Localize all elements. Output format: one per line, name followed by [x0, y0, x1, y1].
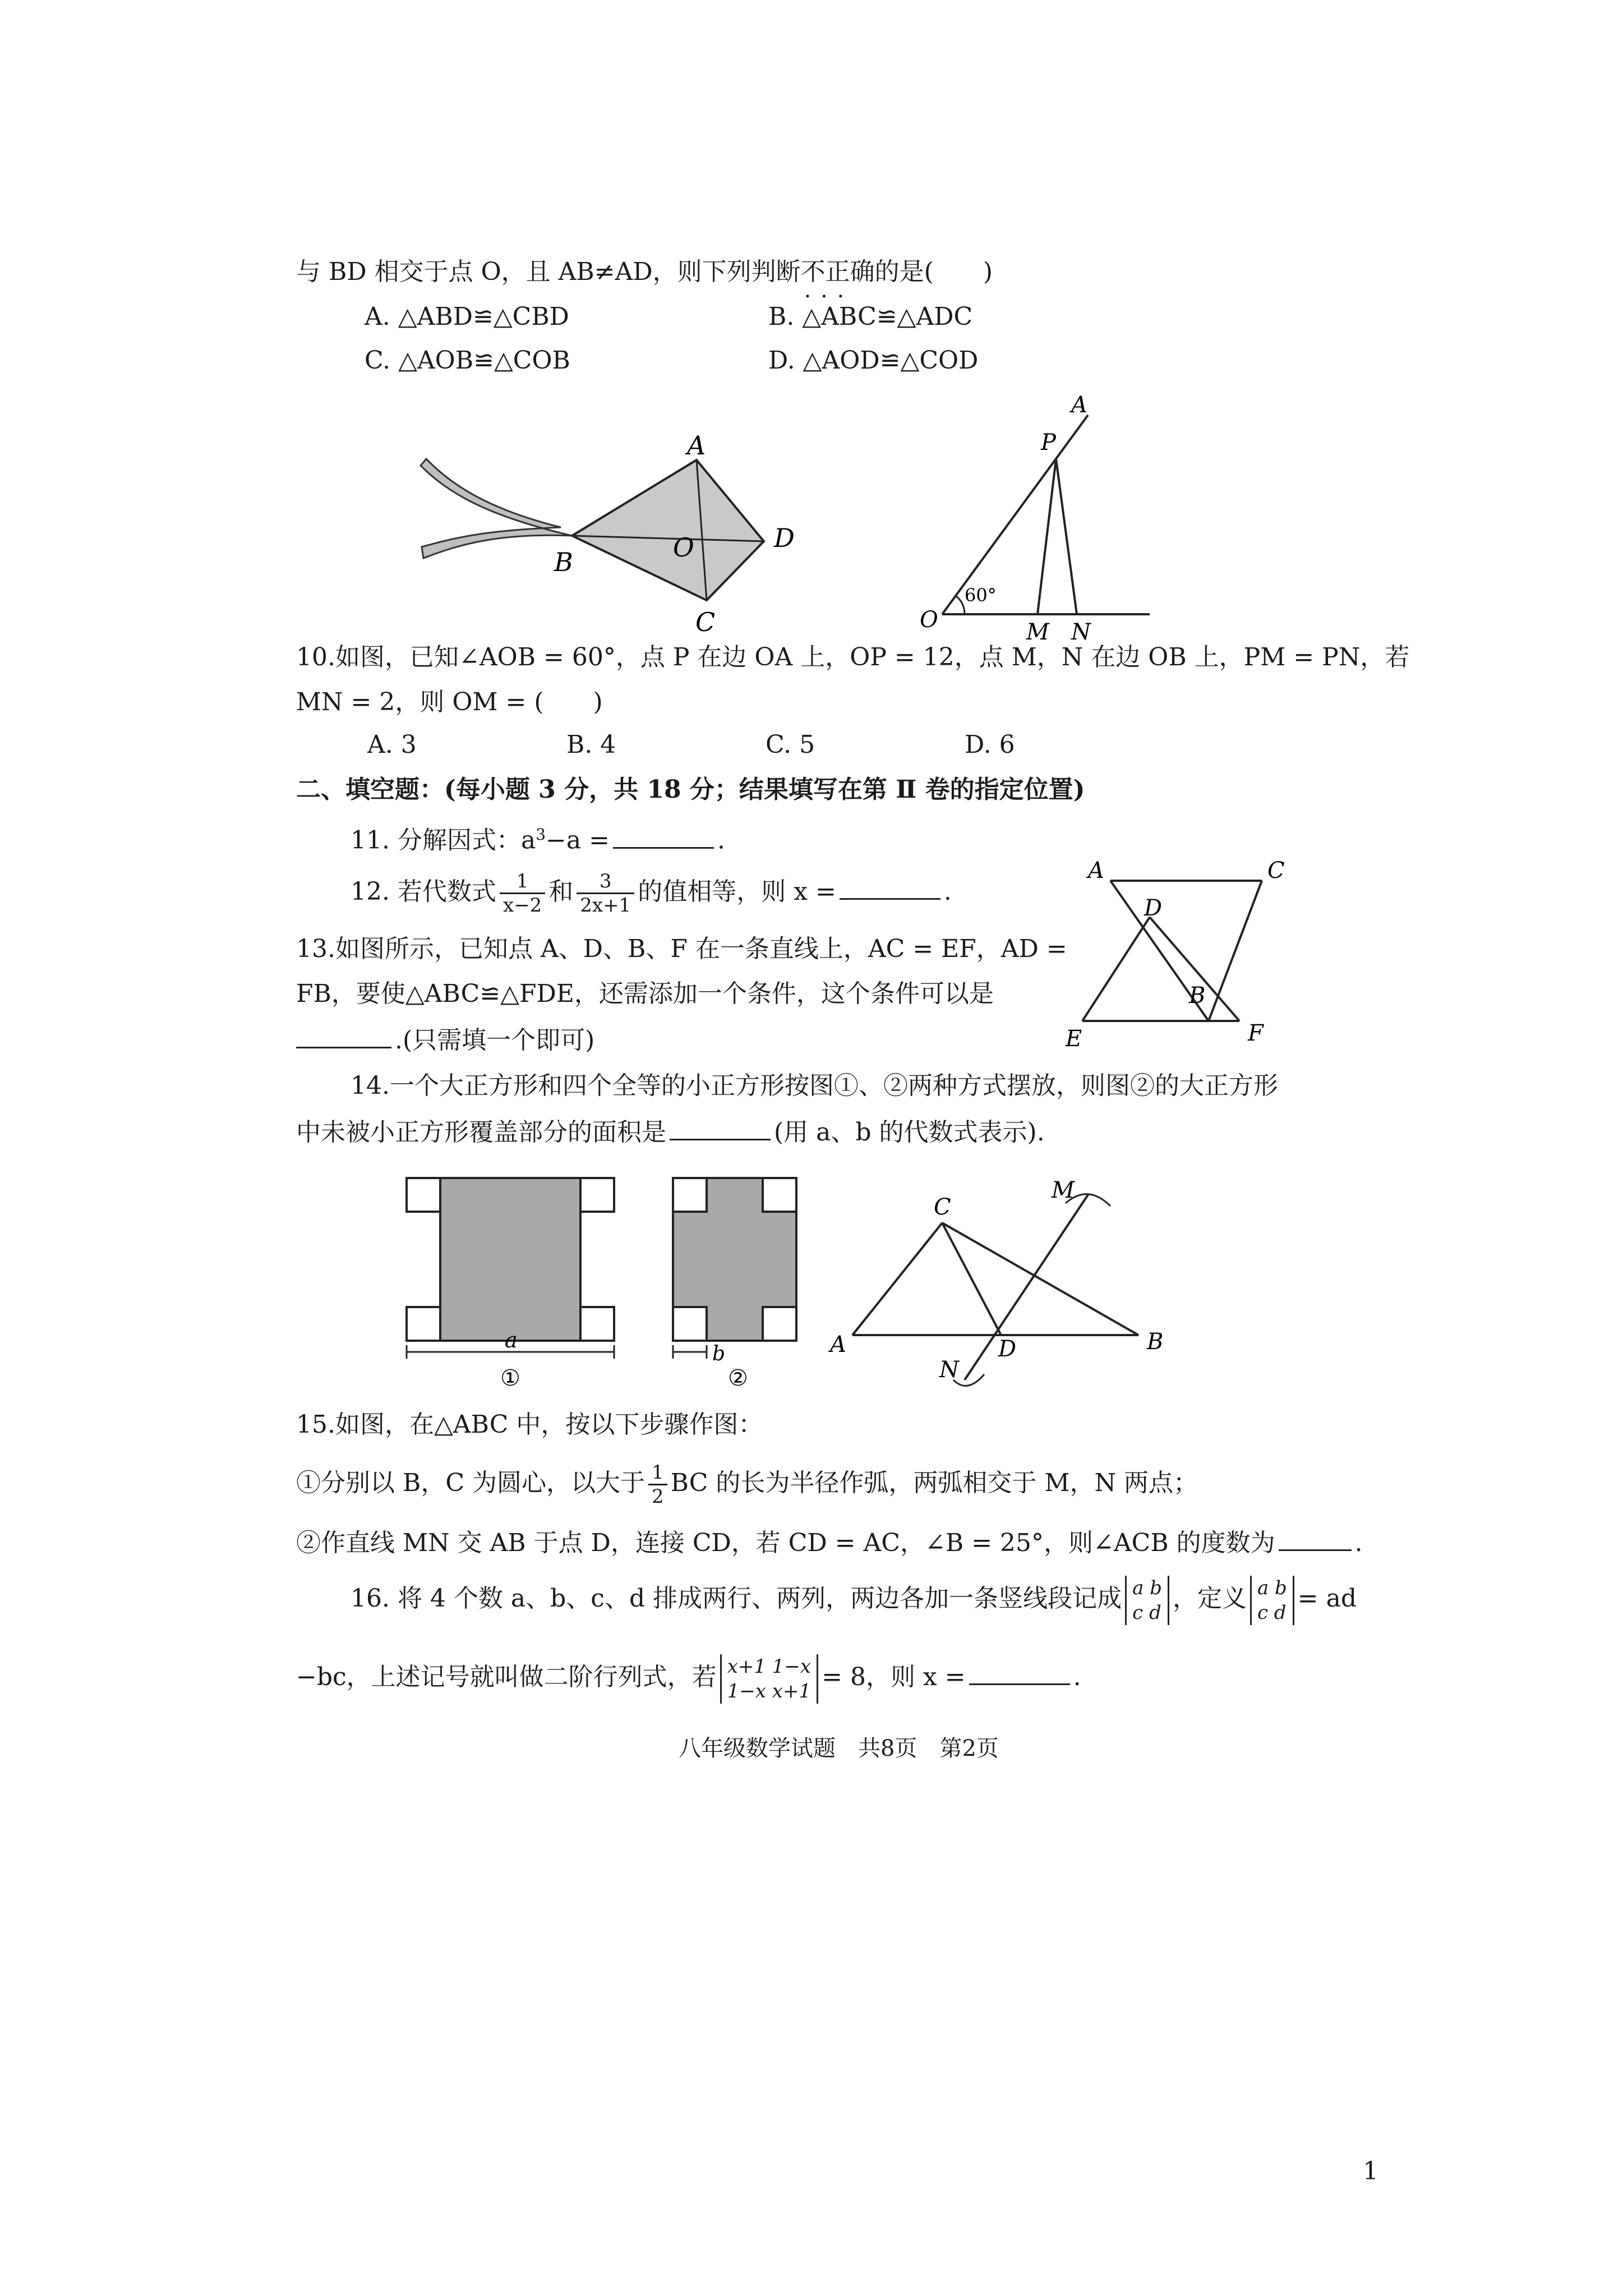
- kite-figure: [409, 432, 813, 645]
- q9-option-c: C. △AOB≌△COB: [365, 346, 570, 375]
- fig1-small-square-br: [580, 1307, 614, 1341]
- q10-line2: MN = 2，则 OM = ( ): [296, 688, 603, 716]
- q10-option-d: D. 6: [965, 730, 1015, 759]
- q12-fraction-1: [500, 870, 545, 917]
- q16-det1-row1: a b: [1132, 1576, 1162, 1599]
- q12-frac1-numerator: 1: [500, 870, 545, 894]
- q16-end: .: [1073, 1663, 1081, 1691]
- q13-figure: [1054, 858, 1312, 1049]
- page-footer: 八年级数学试题 共8页 第2页: [679, 1736, 999, 1761]
- q11-prefix: 11. 分解因式：a: [351, 826, 536, 855]
- q9-stem-end: 的是( ): [874, 257, 993, 286]
- angle-arc: [956, 596, 965, 614]
- kite-label-a: A: [687, 432, 706, 461]
- q15-step1-suffix: BC 的长为半径作弧，两弧相交于 M，N 两点；: [670, 1469, 1198, 1497]
- q10-option-b: B. 4: [566, 730, 616, 759]
- q12-frac1-denominator: x−2: [502, 894, 542, 917]
- angle-label-o: O: [920, 607, 938, 633]
- angle-label-m: M: [1026, 619, 1049, 645]
- fig1-caption: ①: [500, 1365, 520, 1391]
- section2-title: 二、填空题：(每小题 3 分，共 18 分；结果填写在第 Ⅱ 卷的指定位置): [296, 775, 1085, 804]
- q15-step2-text: ②作直线 MN 交 AB 于点 D，连接 CD，若 CD = AC，∠B = 25°，则∠ACB 的度数为: [296, 1529, 1275, 1557]
- fig2-small-square-tl: [673, 1178, 707, 1212]
- fig2-small-square-br: [763, 1307, 796, 1341]
- q15-answer-blank[interactable]: [1279, 1525, 1352, 1551]
- kite-label-o: O: [673, 532, 694, 563]
- q11-suffix: −a =: [546, 826, 610, 855]
- q14-line2: [296, 1114, 1045, 1149]
- q11-exponent: 3: [536, 825, 546, 844]
- q16-line2-suffix: = 8，则 x =: [822, 1663, 966, 1691]
- segment-pn: [1056, 459, 1077, 614]
- q16-determinant-1: [1125, 1576, 1169, 1625]
- fig1-small-square-tr: [580, 1178, 614, 1212]
- q13-line1: 13.如图所示，已知点 A、D、B、F 在一条直线上，AC = EF，AD =: [296, 935, 1067, 963]
- q16-det2-row1: a b: [1257, 1576, 1287, 1599]
- q11: [351, 818, 725, 858]
- q12-suffix: 的值相等，则 x =: [638, 877, 836, 906]
- q13-line3-text: .(只需填一个即可): [395, 1026, 595, 1055]
- q10-option-a: A. 3: [367, 730, 417, 759]
- q15-label-d: D: [998, 1336, 1017, 1362]
- q13-label-f: F: [1248, 1020, 1264, 1046]
- kite-label-c: C: [695, 607, 716, 637]
- q13-label-c: C: [1267, 858, 1285, 884]
- q14-answer-blank[interactable]: [670, 1114, 771, 1140]
- angle-figure: [909, 387, 1166, 645]
- q15-step1: [296, 1455, 1198, 1511]
- q10-line1: 10.如图，已知∠AOB = 60°，点 P 在边 OA 上，OP = 12，点 M，N 在边 OB 上，PM = PN，若: [296, 643, 1410, 671]
- q15-label-c: C: [934, 1194, 951, 1220]
- page-number: 1: [1363, 2157, 1378, 2185]
- angle-label-n: N: [1071, 619, 1091, 645]
- kite-tail: [421, 459, 572, 558]
- q15-frac-numerator: 1: [648, 1461, 667, 1485]
- angle-label-60: 60°: [965, 585, 997, 606]
- q15-step1-prefix: ①分别以 B，C 为圆心，以大于: [296, 1469, 645, 1497]
- fig2-small-square-bl: [673, 1307, 707, 1341]
- q16-mid: ，定义: [1172, 1584, 1247, 1613]
- q13-line3: [296, 1022, 594, 1057]
- q11-end: .: [717, 826, 725, 855]
- kite-label-b: B: [554, 547, 573, 577]
- fig2-small-square-tr: [763, 1178, 796, 1212]
- fig2-label-b: b: [712, 1342, 726, 1365]
- kite-body: [572, 460, 764, 600]
- q12-fraction-2: [577, 870, 634, 917]
- q16-line1: [351, 1565, 1357, 1632]
- q9-stem: [296, 255, 993, 289]
- fig2-caption: ②: [728, 1365, 748, 1391]
- q12-frac2-numerator: 3: [577, 870, 634, 894]
- q13-segment-ed: [1082, 917, 1150, 1021]
- fig1-small-square-bl: [407, 1307, 440, 1341]
- q16-det2-row2: c d: [1257, 1601, 1287, 1624]
- q16-det3-row2: 1−x x+1: [727, 1680, 811, 1703]
- q12-prefix: 12. 若代数式: [351, 877, 496, 906]
- q9-emphasis: 不正确 · · ·: [801, 257, 875, 286]
- q14-line1: 14.一个大正方形和四个全等的小正方形按图①、②两种方式摆放，则图②的大正方形: [351, 1071, 1278, 1100]
- q9-option-b: B. △ABC≌△ADC: [768, 302, 973, 331]
- segment-pm: [1038, 459, 1056, 614]
- q9-option-d: D. △AOD≌△COD: [768, 346, 979, 375]
- q16-det1-row2: c d: [1132, 1601, 1161, 1624]
- angle-label-p: P: [1041, 430, 1056, 455]
- q9-stem-text: 与 BD 相交于点 O，且 AB≠AD，则下列判断: [296, 257, 801, 286]
- q13-label-e: E: [1066, 1026, 1082, 1049]
- q12-end: .: [943, 877, 952, 906]
- q15-label-m: M: [1052, 1177, 1075, 1203]
- q15-label-b: B: [1147, 1329, 1164, 1355]
- q9-option-a: A. △ABD≌△CBD: [365, 302, 569, 331]
- q16-line2-prefix: −bc，上述记号就叫做二阶行列式，若: [296, 1663, 717, 1691]
- q13-label-d: D: [1144, 895, 1163, 921]
- q15-label-n: N: [939, 1357, 959, 1383]
- squares-figure: [393, 1167, 880, 1402]
- q12-mid: 和: [548, 877, 574, 906]
- q13-answer-blank[interactable]: [296, 1022, 391, 1048]
- q16-line1-prefix: 16. 将 4 个数 a、b、c、d 排成两行、两列，两边各加一条竖线段记成: [351, 1584, 1122, 1613]
- kite-label-d: D: [774, 523, 795, 553]
- q11-answer-blank[interactable]: [613, 822, 714, 849]
- q15-figure: [824, 1172, 1195, 1397]
- q13-label-b: B: [1189, 983, 1206, 1009]
- q14-line2-end: (用 a、b 的代数式表示).: [774, 1118, 1045, 1147]
- q16-det3-row1: x+1 1−x: [727, 1655, 811, 1678]
- q15-label-a: A: [830, 1332, 846, 1358]
- q10-option-c: C. 5: [766, 730, 815, 759]
- q16-determinant-3: [720, 1654, 818, 1704]
- q12: [351, 864, 952, 920]
- q15-line1: 15.如图，在△ABC 中，按以下步骤作图：: [296, 1410, 763, 1439]
- q14-line2-text: 中未被小正方形覆盖部分的面积是: [296, 1118, 666, 1147]
- fig1-large-square: [440, 1178, 580, 1341]
- q13-segment-cb: [1209, 881, 1262, 1021]
- ray-oa: [942, 415, 1088, 614]
- fig1-small-square-tl: [407, 1178, 440, 1212]
- q15-step2-end: .: [1354, 1529, 1363, 1557]
- q12-answer-blank[interactable]: [840, 873, 940, 900]
- q15-step2: [296, 1525, 1363, 1560]
- q15-fraction: [648, 1461, 667, 1508]
- q16-definition: = ad: [1297, 1584, 1357, 1613]
- q16-answer-blank[interactable]: [969, 1659, 1070, 1685]
- q15-segment-ac: [852, 1223, 942, 1335]
- angle-label-a: A: [1071, 392, 1087, 418]
- q12-frac2-denominator: 2x+1: [580, 894, 631, 917]
- q13-label-a: A: [1088, 858, 1104, 884]
- q13-line2: FB，要使△ABC≌△FDE，还需添加一个条件，这个条件可以是: [296, 979, 994, 1008]
- q15-frac-denominator: 2: [651, 1485, 664, 1508]
- q16-line2: [296, 1644, 1081, 1711]
- fig1-label-a: a: [505, 1328, 518, 1352]
- q15-line-mn: [965, 1195, 1088, 1380]
- q16-determinant-2: [1250, 1576, 1294, 1625]
